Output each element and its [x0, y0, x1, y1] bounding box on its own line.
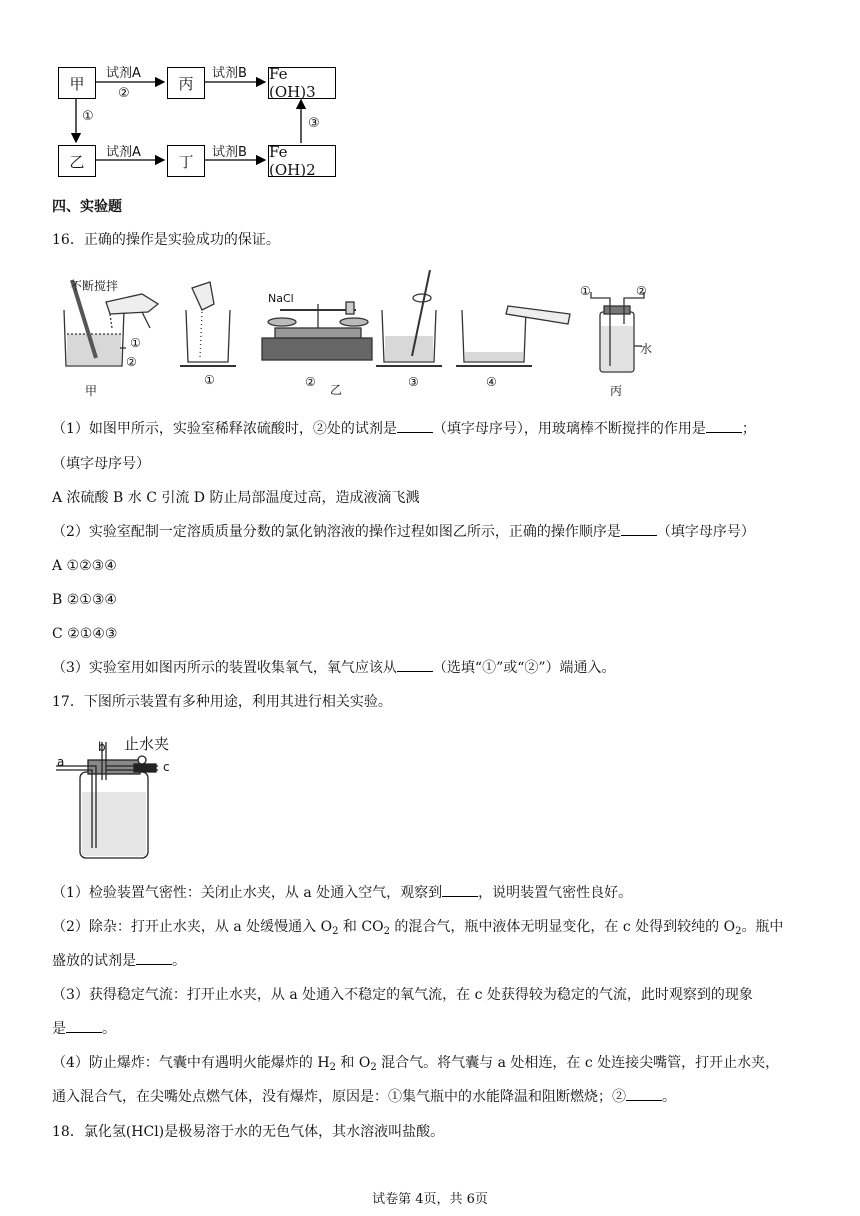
label-b: b [98, 740, 106, 754]
label-jia-1: ① [130, 336, 141, 350]
label-op2: ② [305, 375, 316, 389]
q17-part4-line2: 通入混合气，在尖嘴处点燃气体，没有爆炸，原因是：①集气瓶中的水能降温和阻断燃烧；② 。 [52, 1089, 676, 1105]
q17-part2-line2: 盛放的试剂是 。 [52, 953, 186, 969]
label-water: 水 [640, 342, 653, 356]
q16-option-a: A ①②③④ [52, 558, 117, 574]
q17-part4-line1: （4）防止爆炸：气囊中有遇明火能爆炸的 $H_2$ 和 $O_2$ 混合气。将气囊与 a 处相连，在 c 处连接尖嘴管，打开止水夹， [52, 1055, 780, 1073]
figure-op2-balance [262, 302, 372, 360]
figure-bing [591, 292, 644, 372]
page-footer: 试卷第 4页，共 6页 [372, 1192, 488, 1207]
label-a: a [57, 755, 65, 769]
node-ding: 丁 [167, 145, 205, 177]
q16-option-c: C ②①④③ [52, 626, 118, 642]
answer-blank[interactable] [66, 1020, 102, 1033]
q17-part1: （1）检验装置气密性：关闭止水夹，从 a 处通入空气，观察到 ，说明装置气密性良好。 [52, 885, 633, 901]
label-stir: 不断搅拌 [70, 279, 119, 293]
label-c: c [163, 760, 170, 774]
node-feoh3: Fe (OH)3 [268, 67, 336, 99]
node-jia: 甲 [58, 67, 96, 99]
q17-stem: 17．下图所示装置有多种用途，利用其进行相关实验。 [52, 694, 392, 710]
label-nacl: NaCl [268, 292, 294, 305]
q17-part3-line1: （3）获得稳定气流：打开止水夹，从 a 处通入不稳定的氧气流，在 c 处获得较为稳定的气流，此时观察到的现象 [52, 987, 753, 1003]
q16-figure [50, 270, 670, 400]
label-bing-2: ② [636, 284, 647, 298]
answer-blank[interactable] [397, 659, 433, 672]
answer-blank[interactable] [136, 952, 172, 965]
figure-op4 [456, 306, 570, 366]
q16-part1-line2: （填字母序号） [52, 456, 150, 472]
flowchart-arrows [0, 0, 400, 200]
label-step2: ② [118, 86, 130, 101]
q16-part1-line1: （1）如图甲所示，实验室稀释浓硫酸时，②处的试剂是 （填字母序号），用玻璃棒不断搅拌的作用是 ； [52, 421, 756, 437]
node-bing: 丙 [167, 67, 205, 99]
q18-stem: 18．氯化氢(HCl)是极易溶于水的无色气体，其水溶液叫盐酸。 [52, 1124, 445, 1140]
answer-blank[interactable] [442, 884, 478, 897]
figure-op1 [180, 282, 236, 366]
answer-blank[interactable] [626, 1088, 662, 1101]
label-reagent-b-top: 试剂B [212, 66, 247, 81]
label-clamp: 止水夹 [124, 735, 170, 753]
label-step3: ③ [308, 116, 320, 131]
label-reagent-b-bottom: 试剂B [212, 145, 247, 160]
answer-blank[interactable] [397, 420, 433, 433]
q16-option-b: B ②①③④ [52, 592, 117, 608]
figure-op3 [376, 270, 442, 366]
section-title: 四、实验题 [52, 199, 122, 215]
answer-blank[interactable] [621, 523, 657, 536]
q16-stem: 16．正确的操作是实验成功的保证。 [52, 232, 280, 248]
label-bing-1: ① [580, 284, 591, 298]
node-yi: 乙 [58, 145, 96, 177]
label-op1: ① [204, 373, 215, 387]
q16-part2: （2）实验室配制一定溶质质量分数的氯化钠溶液的操作过程如图乙所示，正确的操作顺序是 （填字母序号） [52, 524, 755, 540]
q17-part2-line1: （2）除杂：打开止水夹，从 a 处缓慢通入 $O_2$ 和 $CO_2$ 的混合气，瓶中液体无明显变化，在 c 处得到较纯的 $O_2$。瓶中 [52, 919, 784, 937]
label-jia: 甲 [85, 384, 98, 398]
label-reagent-a-top: 试剂A [106, 66, 141, 81]
answer-blank[interactable] [706, 420, 742, 433]
q16-part3: （3）实验室用如图丙所示的装置收集氧气，氧气应该从 （选填“①”或“②”）端通入。 [52, 660, 616, 676]
label-reagent-a-bottom: 试剂A [106, 145, 141, 160]
q16-options-1: A 浓硫酸 B 水 C 引流 D 防止局部温度过高，造成液滴飞溅 [52, 490, 420, 506]
label-op4: ④ [486, 375, 497, 389]
label-op3: ③ [408, 375, 419, 389]
label-bing: 丙 [610, 384, 623, 398]
label-jia-2: ② [126, 355, 137, 369]
node-feoh2: Fe (OH)2 [268, 145, 336, 177]
q17-part3-line2: 是 。 [52, 1021, 116, 1037]
label-yi: 乙 [330, 383, 343, 397]
label-step1: ① [82, 109, 94, 124]
